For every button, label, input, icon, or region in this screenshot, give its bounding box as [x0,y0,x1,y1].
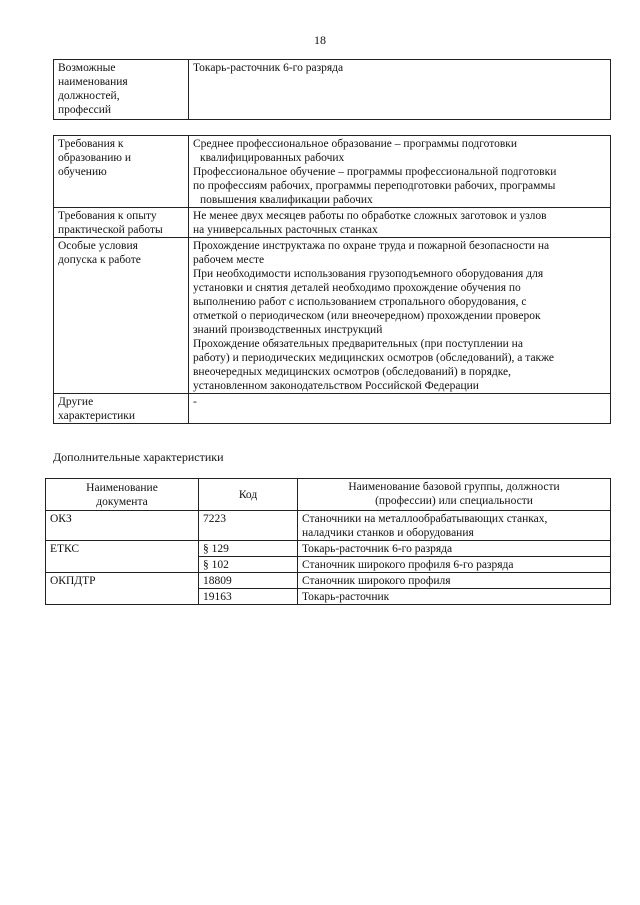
page-number: 18 [314,33,326,47]
special-conditions-value-line: внеочередных медицинских осмотров (обследований) в порядке, [193,366,512,378]
special-conditions-value-line: работу) и периодических медицинских осмотров (обследований), а также [193,352,555,364]
other-label-line: характеристики [58,410,136,422]
cell-name-line: Станочник широкого профиля 6-го разряда [302,559,514,571]
special-conditions-value-line: Прохождение обязательных предварительных (при поступлении на [193,338,523,350]
education-value-cell [189,136,611,208]
education-label-line: обучению [58,166,107,178]
header-document-line: документа [96,496,148,508]
cell-name [298,589,611,605]
table-row [46,511,611,541]
experience-label-line: практической работы [58,224,163,236]
positions-label-line: должностей, [58,90,120,102]
special-conditions-value-line: выполнению работ с использованием стропального оборудования, с [193,296,527,308]
experience-value-line: на универсальных расточных станках [193,224,378,236]
education-value-line: квалифицированных рабочих [200,152,345,164]
other-label-line: Другие [58,396,94,408]
special-conditions-value-line: установки и снятия деталей необходимо прохождение обучения по [193,282,521,294]
special-conditions-value-line: рабочем месте [193,254,265,266]
table-row [46,541,611,557]
special-conditions-value-line: отметкой о периодическом (или внеочередном) прохождении проверок [193,310,541,322]
positions-label-line: Возможные [58,62,116,74]
cell-name-line: Токарь-расточник 6-го разряда [302,543,453,555]
education-label-line: образованию и [58,152,131,164]
cell-code: 7223 [199,511,298,541]
special-conditions-label-cell [54,238,189,394]
education-label-cell [54,136,189,208]
positions-value-cell [189,60,611,120]
education-row [54,136,611,208]
experience-row [54,208,611,238]
additional-title: Дополнительные характеристики [53,450,224,464]
table-row [46,573,611,589]
requirements-table [53,135,611,424]
special-conditions-value-line: установленном законодательством Российской Федерации [193,380,479,392]
cell-code: § 129 [199,541,298,557]
cell-name [298,557,611,573]
experience-value-line: Не менее двух месяцев работы по обработке сложных заготовок и узлов [193,210,547,222]
education-label-line: Требования к [58,138,124,150]
header-group [298,479,611,511]
header-code [199,479,298,511]
other-row [54,394,611,424]
positions-label-line: наименования [58,76,128,88]
cell-name-line: Станочники на металлообрабатывающих станках, [302,513,548,525]
education-value-line: повышения квалификации рабочих [200,194,373,206]
additional-header-row [46,479,611,511]
other-label-cell [54,394,189,424]
cell-code: § 102 [199,557,298,573]
cell-code: 19163 [199,589,298,605]
header-document [46,479,199,511]
special-conditions-label-line: допуска к работе [58,254,141,266]
cell-name [298,511,611,541]
cell-code: 18809 [199,573,298,589]
header-code-text: Код [238,489,258,501]
cell-name-line: наладчики станков и оборудования [302,527,474,539]
education-value-line: Среднее профессиональное образование – программы подготовки [193,138,518,150]
education-value-line: по профессиям рабочих, программы переподготовки рабочих, программы [193,180,556,192]
cell-name-line: Станочник широкого профиля [302,575,451,587]
experience-value-cell [189,208,611,238]
cell-document: ОКЗ [46,511,199,541]
other-value: - [193,396,197,408]
special-conditions-value-cell [189,238,611,394]
header-document-line: Наименование [86,482,158,494]
header-group-line: (профессии) или специальности [375,495,533,507]
positions-value: Токарь-расточник 6-го разряда [193,62,344,74]
cell-name [298,541,611,557]
education-value-line: Профессиональное обучение – программы профессиональной подготовки [193,166,557,178]
cell-document: ЕТКС [46,541,199,573]
special-conditions-value-line: Прохождение инструктажа по охране труда и пожарной безопасности на [193,240,550,252]
positions-label-line: профессий [58,104,112,116]
special-conditions-value-line: знаний производственных инструкций [193,324,383,336]
special-conditions-value-line: При необходимости использования грузоподъемного оборудования для [193,268,544,280]
cell-name [298,573,611,589]
positions-table [53,59,611,120]
cell-name-line: Токарь-расточник [302,591,390,603]
positions-label-cell [54,60,189,120]
special-conditions-label-line: Особые условия [58,240,138,252]
positions-row [54,60,611,120]
additional-table [45,478,611,605]
special-conditions-row [54,238,611,394]
header-group-line: Наименование базовой группы, должности [348,481,560,493]
experience-label-line: Требования к опыту [58,210,157,222]
cell-document: ОКПДТР [46,573,199,605]
other-value-cell [189,394,611,424]
experience-label-cell [54,208,189,238]
